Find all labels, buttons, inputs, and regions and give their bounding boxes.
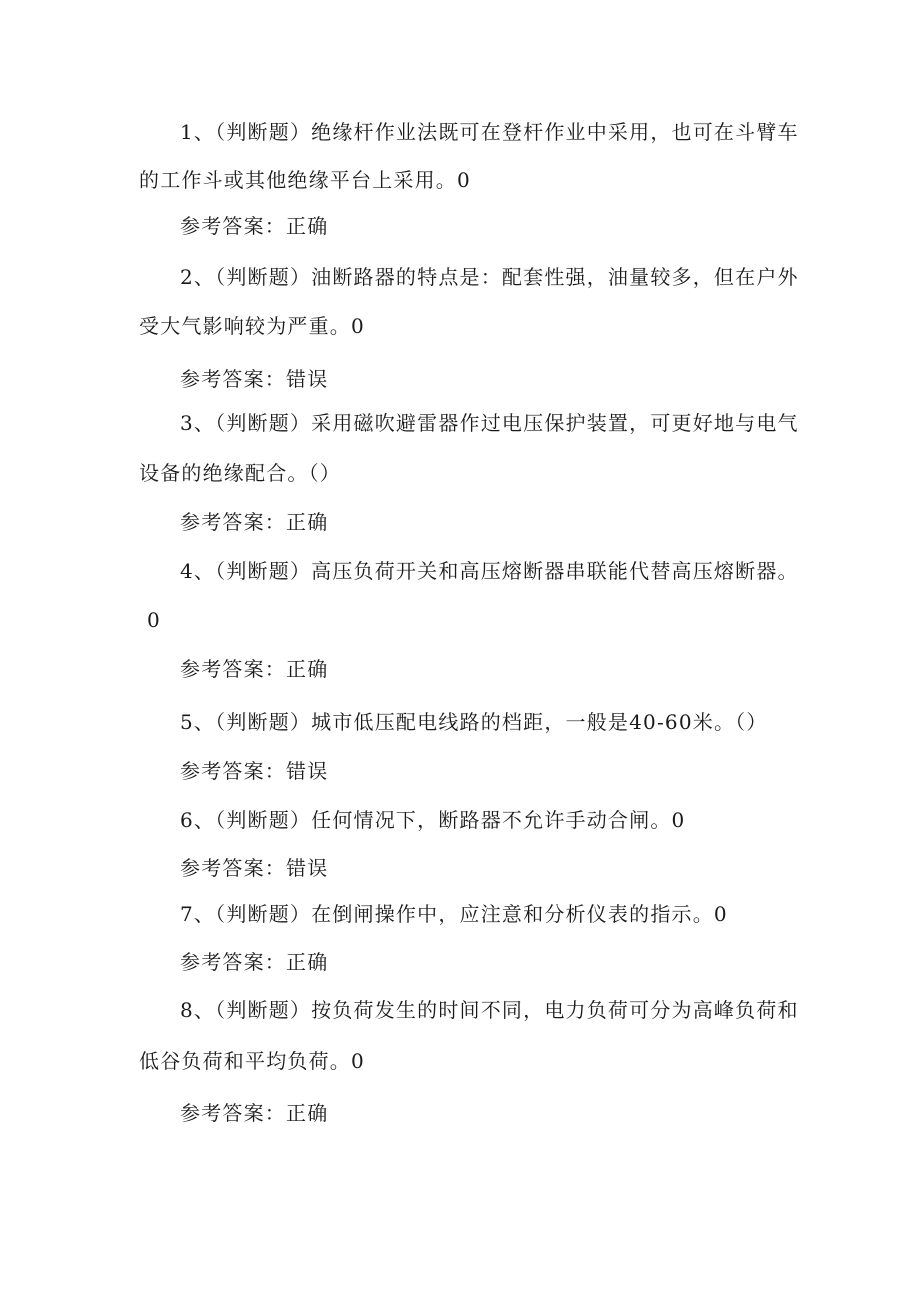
question-7-line-1: 7、（判断题）在倒闸操作中，应注意和分析仪表的指示。0 (180, 902, 728, 926)
question-3-line-2: 设备的绝缘配合。（） (139, 461, 341, 485)
question-2-line-1: 2、（判断题）油断路器的特点是：配套性强，油量较多，但在户外 (180, 265, 799, 289)
question-4-line-1: 4、（判断题）高压负荷开关和高压熔断器串联能代替高压熔断器。 (180, 559, 799, 583)
question-5-line-1: 5、（判断题）城市低压配电线路的档距，一般是40-60米。（） (180, 710, 768, 734)
question-8-line-2: 低谷负荷和平均负荷。0 (139, 1049, 365, 1073)
question-4-line-2: 0 (147, 608, 161, 632)
answer-7: 参考答案：正确 (180, 950, 329, 974)
question-8-line-1: 8、（判断题）按负荷发生的时间不同，电力负荷可分为高峰负荷和 (180, 998, 799, 1022)
answer-2: 参考答案：错误 (180, 367, 329, 391)
answer-1: 参考答案：正确 (180, 214, 329, 238)
question-1-line-2: 的工作斗或其他绝缘平台上采用。0 (139, 168, 471, 192)
answer-8: 参考答案：正确 (180, 1101, 329, 1125)
answer-3: 参考答案：正确 (180, 510, 329, 534)
question-3-line-1: 3、（判断题）采用磁吹避雷器作过电压保护装置，可更好地与电气 (180, 411, 799, 435)
answer-6: 参考答案：错误 (180, 856, 329, 880)
question-2-line-2: 受大气影响较为严重。0 (139, 314, 365, 338)
question-6-line-1: 6、（判断题）任何情况下，断路器不允许手动合闸。0 (180, 808, 686, 832)
answer-4: 参考答案：正确 (180, 657, 329, 681)
answer-5: 参考答案：错误 (180, 759, 329, 783)
question-1-line-1: 1、（判断题）绝缘杆作业法既可在登杆作业中采用，也可在斗臂车 (180, 120, 799, 144)
